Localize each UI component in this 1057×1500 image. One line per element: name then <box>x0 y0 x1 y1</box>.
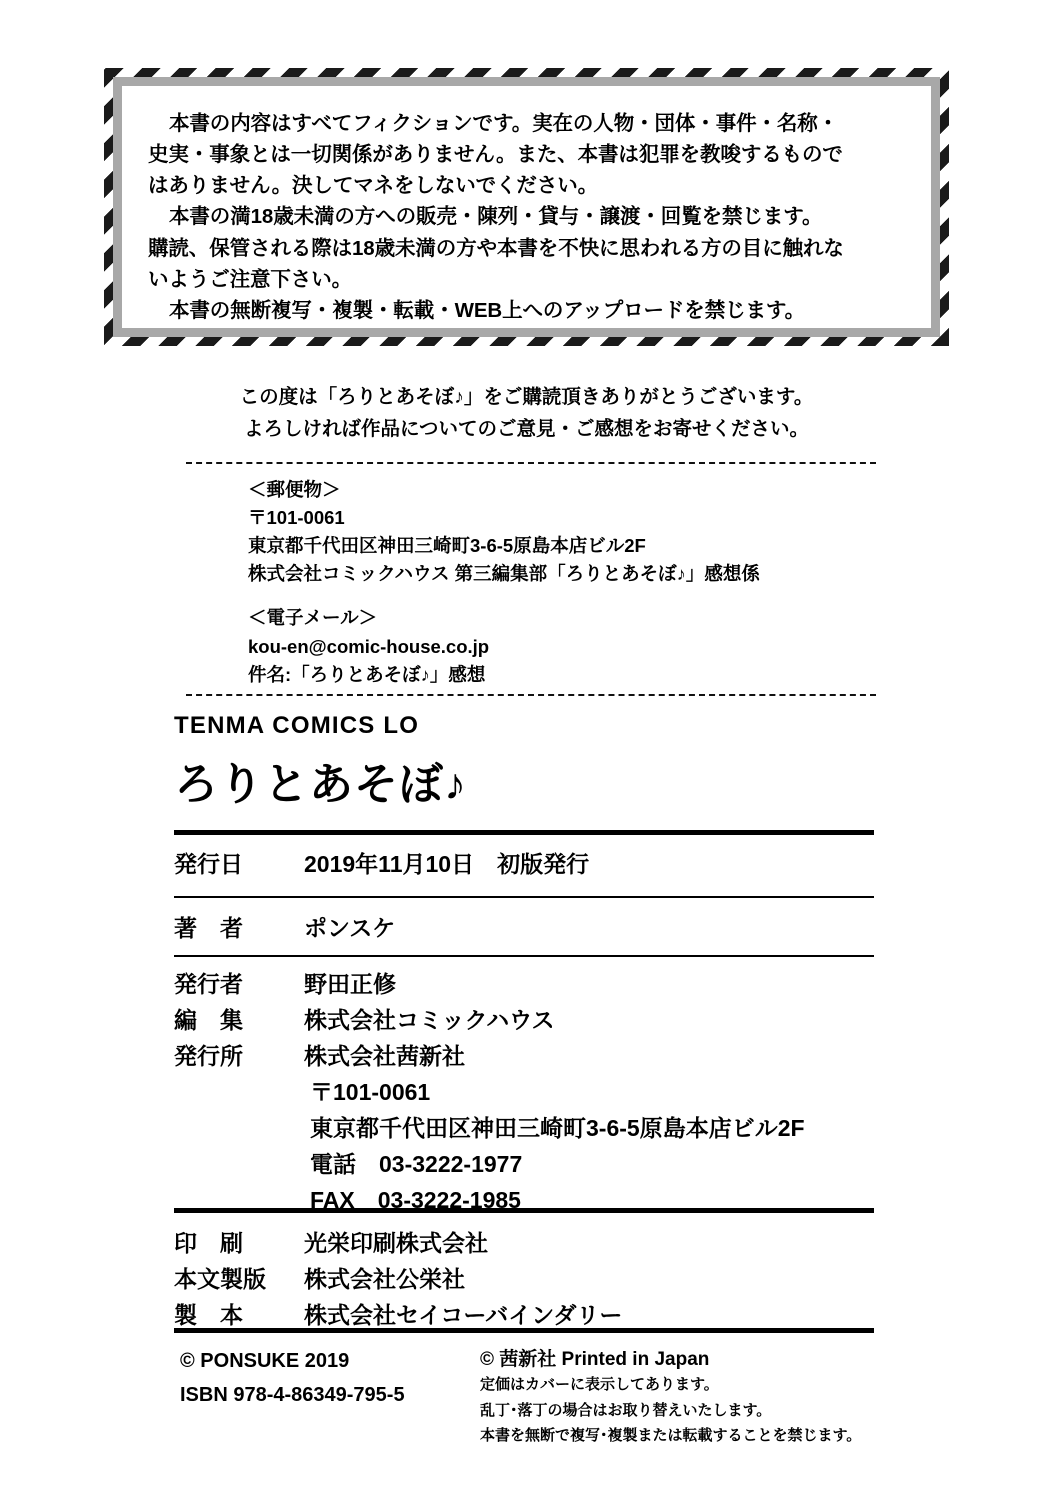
table-row <box>174 1038 894 1071</box>
postal-zip: 〒101-0061 <box>248 507 345 529</box>
disclaimer-line-1: 本書の内容はすべてフィクションです。実在の人物・団体・事件・名称・ <box>169 112 839 135</box>
copyright-text: © PONSUKE 2019 <box>180 1350 350 1372</box>
row-value: ポンスケ <box>304 915 396 941</box>
dashed-divider-top <box>186 462 876 464</box>
row-value: 株式会社コミックハウス <box>304 1007 555 1033</box>
row-key: 編 集 <box>174 1007 243 1033</box>
footer-left-block <box>180 1344 405 1412</box>
row-key: 発行所 <box>174 1043 243 1069</box>
row-key: 本文製版 <box>174 1266 266 1292</box>
table-row <box>174 966 894 999</box>
row-key: 製 本 <box>174 1302 243 1328</box>
thanks-line-1: この度は「ろりとあそぼ♪」をご購読頂きありがとうございます。 <box>239 386 814 408</box>
footer-note-2: 乱丁･落丁の場合はお取り替えいたします。 <box>480 1401 772 1419</box>
table-row <box>174 1261 894 1294</box>
row-value: 株式会社セイコーバインダリー <box>304 1302 623 1328</box>
disclaimer-line-6: いようご注意下さい。 <box>148 267 352 291</box>
row-value: 2019年11月10日 初版発行 <box>304 851 590 877</box>
footer-note-1: 定価はカバーに表示してあります。 <box>480 1376 719 1393</box>
office-address: 東京都千代田区神田三崎町3-6-5原島本店ビル2F <box>310 1115 805 1141</box>
disclaimer-line-7: 本書の無断複写・複製・転載・WEB上へのアップロードを禁じます。 <box>169 298 806 322</box>
office-telephone: 電話 03-3222-1977 <box>310 1151 523 1177</box>
row-value: 光栄印刷株式会社 <box>304 1230 488 1256</box>
thanks-line-2: よろしければ作品についてのご意見・ご感想をお寄せください。 <box>243 417 810 440</box>
postal-department: 株式会社コミックハウス 第三編集部「ろりとあそぼ♪」感想係 <box>248 563 760 585</box>
disclaimer-text-area <box>122 86 931 328</box>
disclaimer-line-5: 購読、保管される際は18歳未満の方や本書を不快に思われる方の目に触れな <box>148 236 844 260</box>
row-key: 発行者 <box>174 971 243 997</box>
disclaimer-line-3: はありません。決してマネをしないでください。 <box>148 174 599 198</box>
disclaimer-box <box>104 68 949 346</box>
email-heading: ＜電子メール＞ <box>248 607 378 629</box>
rule-after-author <box>174 955 874 957</box>
table-row <box>174 846 894 879</box>
book-title: ろりとあそぼ♪ <box>174 760 467 809</box>
table-row <box>174 910 894 943</box>
row-value: 株式会社公栄社 <box>304 1266 465 1292</box>
row-key: 印 刷 <box>174 1230 243 1256</box>
postal-address: 東京都千代田区神田三崎町3-6-5原島本店ビル2F <box>248 535 646 557</box>
footer-note-3: 本書を無断で複写･複製または転載することを禁じます。 <box>480 1427 862 1444</box>
email-subject: 件名:「ろりとあそぼ♪」感想 <box>248 663 486 685</box>
thanks-block <box>104 382 949 445</box>
disclaimer-line-2: 史実・事象とは一切関係がありません。また、本書は犯罪を教唆するもので <box>148 143 843 167</box>
row-key: 発行日 <box>174 851 243 877</box>
footer-right-block <box>480 1344 861 1448</box>
rule-after-date <box>174 896 874 898</box>
series-label: TENMA COMICS LO <box>174 712 420 739</box>
contact-spacer <box>248 588 888 604</box>
disclaimer-inner-border <box>113 77 940 337</box>
row-value: 野田正修 <box>304 971 396 997</box>
table-row <box>174 1297 894 1330</box>
postal-heading: ＜郵便物＞ <box>248 479 341 500</box>
email-address: kou-en@comic-house.co.jp <box>248 635 490 657</box>
table-row <box>174 1225 894 1258</box>
dashed-divider-bottom <box>186 694 876 696</box>
row-key: 著 者 <box>174 915 243 941</box>
publisher-line: © 茜新社 Printed in Japan <box>480 1349 710 1370</box>
table-row <box>174 1002 894 1035</box>
rule-top <box>174 830 874 835</box>
isbn-text: ISBN 978-4-86349-795-5 <box>180 1384 405 1406</box>
office-zip: 〒101-0061 <box>310 1079 431 1105</box>
contact-block <box>248 476 888 689</box>
office-fax: FAX 03-3222-1985 <box>310 1187 521 1213</box>
row-value: 株式会社茜新社 <box>304 1043 465 1069</box>
disclaimer-line-4: 本書の満18歳未満の方への販売・陳列・貸与・譲渡・回覧を禁じます。 <box>169 205 823 229</box>
